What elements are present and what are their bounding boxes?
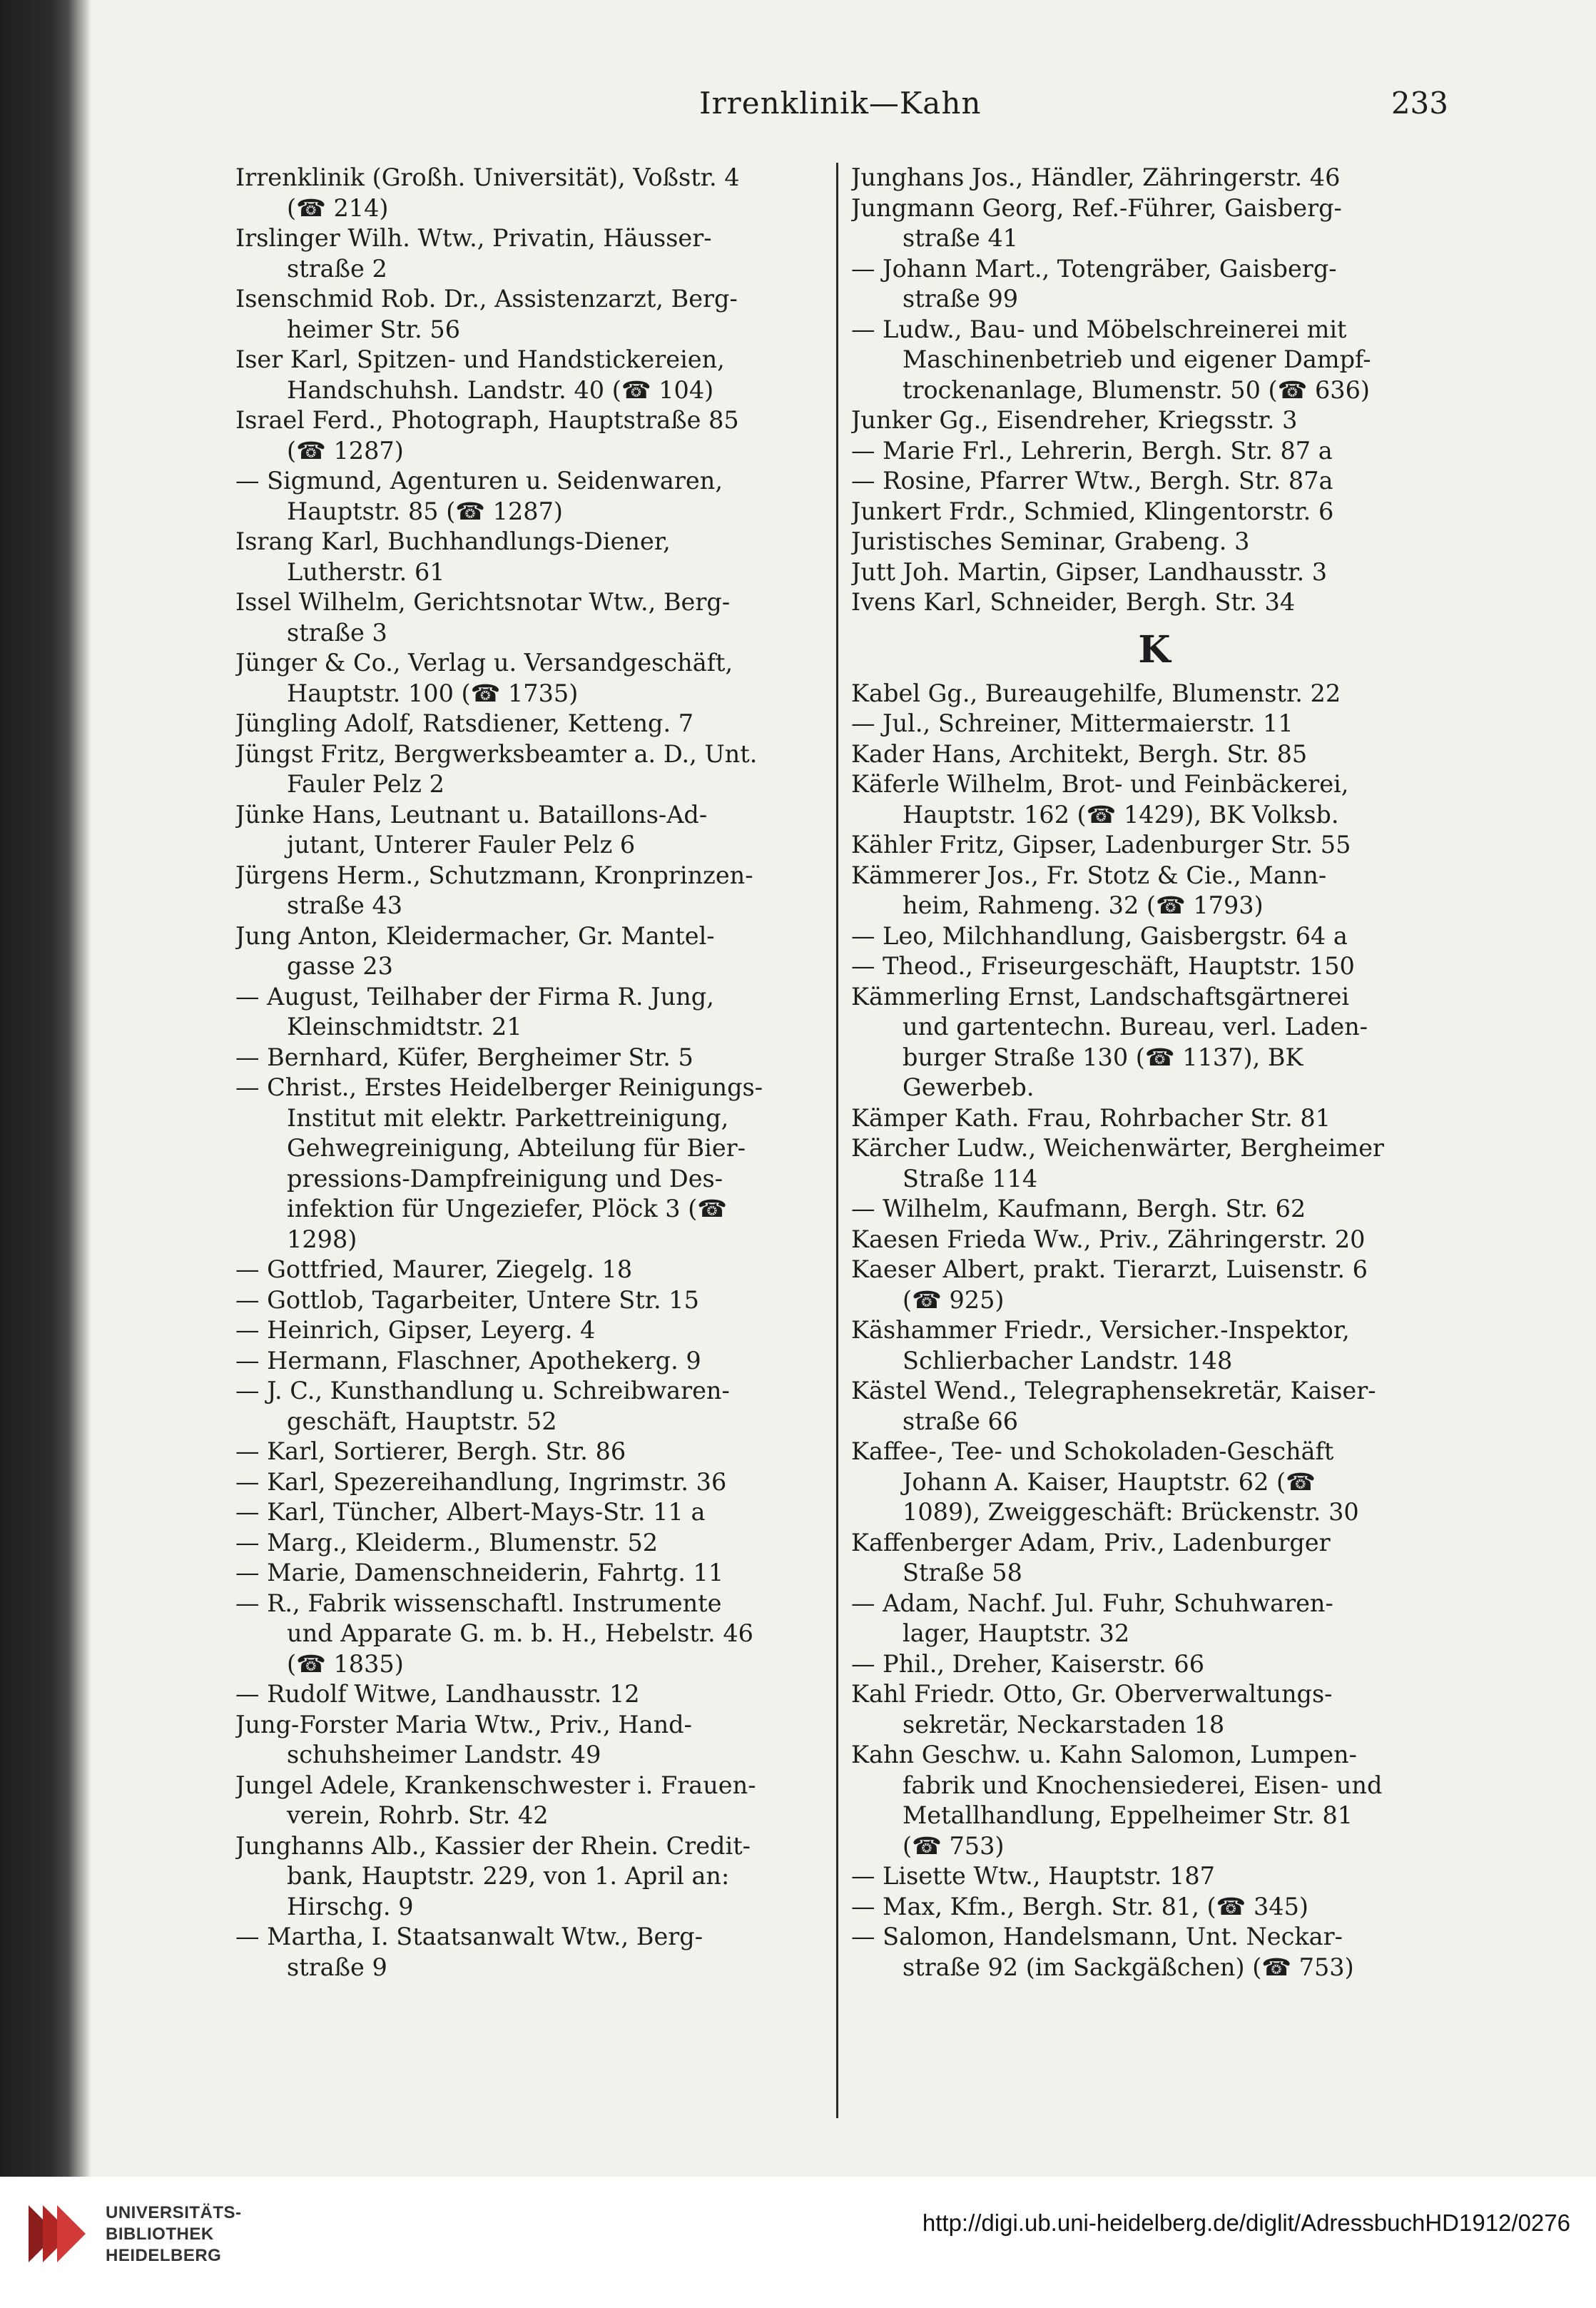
entry-continuation-line: straße 92 (im Sackgäßchen) (☎ 753): [903, 1953, 1354, 1981]
source-url-link[interactable]: http://digi.ub.uni-heidelberg.de/diglit/AdressbuchHD1912/0276: [922, 2210, 1570, 2236]
directory-entry-line: Kaffee-, Tee- und Schokoladen-Geschäft: [851, 1437, 1334, 1465]
entry-continuation-line: Straße 58: [903, 1559, 1022, 1586]
directory-entry-line: Junker Gg., Eisendreher, Kriegsstr. 3: [851, 406, 1298, 434]
directory-entry-line: Jüngling Adolf, Ratsdiener, Ketteng. 7: [235, 709, 694, 737]
entry-continuation-line: heimer Str. 56: [287, 315, 461, 343]
entry-continuation-line: Hauptstr. 85 (☎ 1287): [287, 497, 564, 525]
directory-entry-line: — Phil., Dreher, Kaiserstr. 66: [851, 1649, 1205, 1678]
directory-entry-line: Jungel Adele, Krankenschwester i. Frauen-: [235, 1771, 756, 1799]
entry-continuation-line: bank, Hauptstr. 229, von 1. April an:: [287, 1862, 730, 1890]
directory-entry-line: — Marg., Kleiderm., Blumenstr. 52: [235, 1528, 659, 1557]
directory-entry-line: — Marie, Damenschneiderin, Fahrtg. 11: [235, 1559, 724, 1586]
entry-continuation-line: und gartentechn. Bureau, verl. Laden-: [903, 1013, 1368, 1041]
library-name-line-3: HEIDELBERG: [106, 2246, 222, 2265]
scanned-book-spine-edge: [0, 0, 91, 2177]
directory-entry-line: Irrenklinik (Großh. Universität), Voßstr. 4: [235, 163, 740, 191]
directory-entry-line: Kämper Kath. Frau, Rohrbacher Str. 81: [851, 1103, 1331, 1132]
directory-entry-line: Kämmerling Ernst, Landschaftsgärtnerei: [851, 982, 1350, 1011]
entry-continuation-line: lager, Hauptstr. 32: [903, 1619, 1130, 1647]
directory-entry-line: Jünger & Co., Verlag u. Versandgeschäft,: [235, 649, 733, 677]
entry-continuation-line: Hirschg. 9: [287, 1892, 414, 1920]
entry-continuation-line: 1089), Zweiggeschäft: Brückenstr. 30: [903, 1498, 1359, 1526]
directory-entry-line: — Johann Mart., Totengräber, Gaisberg-: [851, 254, 1337, 283]
directory-entry-line: Junghanns Alb., Kassier der Rhein. Credit-: [235, 1831, 751, 1860]
entry-continuation-line: straße 43: [287, 891, 403, 919]
entry-continuation-line: infektion für Ungeziefer, Plöck 3 (☎: [287, 1195, 728, 1223]
page-number: 233: [1391, 86, 1448, 121]
directory-entry-line: — Adam, Nachf. Jul. Fuhr, Schuhwaren-: [851, 1589, 1333, 1617]
directory-entry-line: — Karl, Sortierer, Bergh. Str. 86: [235, 1437, 626, 1465]
entry-continuation-line: verein, Rohrb. Str. 42: [287, 1801, 549, 1829]
column-divider: [836, 163, 838, 2118]
entry-continuation-line: (☎ 1835): [287, 1649, 404, 1678]
entry-continuation-line: und Apparate G. m. b. H., Hebelstr. 46: [287, 1619, 753, 1647]
section-letter-heading: K: [1138, 627, 1171, 672]
directory-entry-line: Jung Anton, Kleidermacher, Gr. Mantel-: [235, 921, 715, 950]
directory-entry-line: Junghans Jos., Händler, Zähringerstr. 46: [851, 163, 1341, 191]
entry-continuation-line: Gewerbeb.: [903, 1073, 1035, 1101]
left-column: [235, 163, 842, 1983]
entry-continuation-line: fabrik und Knochensiederei, Eisen- und: [903, 1771, 1383, 1799]
entry-continuation-line: straße 99: [903, 285, 1019, 313]
directory-entry-line: Jürgens Herm., Schutzmann, Kronprinzen-: [235, 861, 753, 889]
entry-continuation-line: Handschuhsh. Landstr. 40 (☎ 104): [287, 375, 714, 404]
directory-entry-line: Jungmann Georg, Ref.-Führer, Gaisberg-: [851, 193, 1342, 222]
directory-entry-line: — Rosine, Pfarrer Wtw., Bergh. Str. 87a: [851, 467, 1333, 495]
entry-continuation-line: Johann A. Kaiser, Hauptstr. 62 (☎: [903, 1467, 1316, 1496]
directory-entry-line: Kaeser Albert, prakt. Tierarzt, Luisenstr. 6: [851, 1255, 1368, 1283]
directory-entry-line: Kästel Wend., Telegraphensekretär, Kaiser-: [851, 1377, 1376, 1404]
entry-continuation-line: schuhsheimer Landstr. 49: [287, 1741, 601, 1768]
entry-continuation-line: pressions-Dampfreinigung und Des-: [287, 1164, 723, 1193]
directory-entry-line: — Sigmund, Agenturen u. Seidenwaren,: [235, 467, 723, 495]
library-logo[interactable]: [21, 2198, 321, 2284]
directory-entry-line: Käferle Wilhelm, Brot- und Feinbäckerei,: [851, 770, 1349, 798]
directory-entry-line: — Karl, Spezereihandlung, Ingrimstr. 36: [235, 1467, 727, 1496]
directory-entry-line: — R., Fabrik wissenschaftl. Instrumente: [235, 1589, 722, 1617]
directory-entry-line: Israel Ferd., Photograph, Hauptstraße 85: [235, 406, 739, 434]
directory-entry-line: Iser Karl, Spitzen- und Handstickereien,: [235, 345, 725, 373]
entry-continuation-line: straße 41: [903, 224, 1019, 252]
directory-entry-line: — Marie Frl., Lehrerin, Bergh. Str. 87 a: [851, 436, 1333, 465]
directory-entry-line: — Gottlob, Tagarbeiter, Untere Str. 15: [235, 1285, 699, 1314]
directory-entry-line: Jüngst Fritz, Bergwerksbeamter a. D., Unt.: [235, 739, 758, 768]
directory-entry-line: Issel Wilhelm, Gerichtsnotar Wtw., Berg-: [235, 588, 731, 616]
directory-entry-line: — Leo, Milchhandlung, Gaisbergstr. 64 a: [851, 921, 1348, 950]
directory-entry-line: Ivens Karl, Schneider, Bergh. Str. 34: [851, 588, 1296, 616]
directory-entry-line: — Jul., Schreiner, Mittermaierstr. 11: [851, 709, 1293, 737]
entry-continuation-line: (☎ 925): [903, 1285, 1005, 1314]
entry-continuation-line: Hauptstr. 100 (☎ 1735): [287, 679, 579, 707]
directory-entry-line: Isenschmid Rob. Dr., Assistenzarzt, Berg-: [235, 285, 738, 313]
library-name-line-2: BIBLIOTHEK: [106, 2225, 214, 2244]
directory-entry-line: — Lisette Wtw., Hauptstr. 187: [851, 1862, 1215, 1890]
directory-entry-line: — Heinrich, Gipser, Leyerg. 4: [235, 1316, 596, 1344]
entry-continuation-line: straße 66: [903, 1407, 1019, 1435]
directory-entry-line: Jutt Joh. Martin, Gipser, Landhausstr. 3: [851, 557, 1328, 586]
entry-continuation-line: Hauptstr. 162 (☎ 1429), BK Volksb.: [903, 800, 1339, 829]
directory-entry-line: Israng Karl, Buchhandlungs-Diener,: [235, 527, 671, 555]
entry-continuation-line: Maschinenbetrieb und eigener Dampf-: [903, 345, 1371, 373]
entry-continuation-line: (☎ 753): [903, 1831, 1005, 1860]
directory-entry-line: Kader Hans, Architekt, Bergh. Str. 85: [851, 739, 1308, 768]
directory-entry-line: — Karl, Tüncher, Albert-Mays-Str. 11 a: [235, 1498, 706, 1526]
entry-continuation-line: Gehwegreinigung, Abteilung für Bier-: [287, 1134, 746, 1162]
entry-continuation-line: Metallhandlung, Eppelheimer Str. 81: [903, 1801, 1353, 1829]
entry-continuation-line: Lutherstr. 61: [287, 557, 445, 586]
entry-continuation-line: (☎ 1287): [287, 436, 404, 465]
directory-entry-line: Jung-Forster Maria Wtw., Priv., Hand-: [235, 1710, 692, 1738]
directory-entry-line: — Salomon, Handelsmann, Unt. Neckar-: [851, 1923, 1343, 1950]
directory-entry-line: Kämmerer Jos., Fr. Stotz & Cie., Mann-: [851, 861, 1327, 889]
directory-entry-line: Kähler Fritz, Gipser, Ladenburger Str. 55: [851, 831, 1351, 859]
entry-continuation-line: heim, Rahmeng. 32 (☎ 1793): [903, 891, 1264, 919]
directory-entry-line: — Christ., Erstes Heidelberger Reinigungs-: [235, 1073, 763, 1101]
page-header: [235, 86, 1448, 128]
entry-continuation-line: trockenanlage, Blumenstr. 50 (☎ 636): [903, 375, 1371, 404]
directory-entry-line: — Max, Kfm., Bergh. Str. 81, (☎ 345): [851, 1892, 1308, 1920]
directory-entry-line: — Bernhard, Küfer, Bergheimer Str. 5: [235, 1043, 693, 1071]
entry-continuation-line: burger Straße 130 (☎ 1137), BK: [903, 1043, 1303, 1071]
directory-entry-line: — Rudolf Witwe, Landhausstr. 12: [235, 1680, 640, 1708]
directory-entry-line: Irslinger Wilh. Wtw., Privatin, Häusser-: [235, 224, 712, 252]
entry-continuation-line: 1298): [287, 1225, 357, 1253]
directory-entry-line: Juristisches Seminar, Grabeng. 3: [851, 527, 1250, 555]
directory-entry-line: Käshammer Friedr., Versicher.-Inspektor,: [851, 1316, 1350, 1344]
directory-entry-line: Kahn Geschw. u. Kahn Salomon, Lumpen-: [851, 1741, 1357, 1768]
directory-entry-line: — Wilhelm, Kaufmann, Bergh. Str. 62: [851, 1195, 1306, 1223]
entry-continuation-line: straße 3: [287, 618, 387, 647]
entry-continuation-line: (☎ 214): [287, 193, 389, 222]
library-name-line-1: UNIVERSITÄTS-: [106, 2203, 242, 2222]
entry-continuation-line: jutant, Unterer Fauler Pelz 6: [287, 831, 636, 859]
entry-continuation-line: geschäft, Hauptstr. 52: [287, 1407, 557, 1435]
directory-entry-line: Kaesen Frieda Ww., Priv., Zähringerstr. 20: [851, 1225, 1366, 1253]
directory-entry-line: Kahl Friedr. Otto, Gr. Oberverwaltungs-: [851, 1680, 1333, 1708]
entry-continuation-line: Straße 114: [903, 1164, 1038, 1193]
directory-entry-line: — August, Teilhaber der Firma R. Jung,: [235, 982, 714, 1011]
directory-entry-line: Kabel Gg., Bureaugehilfe, Blumenstr. 22: [851, 679, 1341, 707]
directory-entry-line: — Ludw., Bau- und Möbelschreinerei mit: [851, 315, 1347, 343]
directory-entry-line: Kärcher Ludw., Weichenwärter, Bergheimer: [851, 1134, 1384, 1162]
entry-continuation-line: Schlierbacher Landstr. 148: [903, 1346, 1233, 1375]
entry-continuation-line: straße 2: [287, 254, 387, 283]
library-seal-icon: [21, 2198, 93, 2269]
entry-continuation-line: gasse 23: [287, 952, 393, 980]
entry-continuation-line: sekretär, Neckarstaden 18: [903, 1710, 1225, 1738]
directory-entry-line: Jünke Hans, Leutnant u. Bataillons-Ad-: [235, 800, 708, 829]
directory-entry-line: — Martha, I. Staatsanwalt Wtw., Berg-: [235, 1923, 703, 1950]
entry-continuation-line: Kleinschmidtstr. 21: [287, 1013, 522, 1041]
running-head: Irrenklinik—Kahn: [699, 86, 982, 121]
directory-entry-line: — J. C., Kunsthandlung u. Schreibwaren-: [235, 1377, 730, 1404]
entry-continuation-line: straße 9: [287, 1953, 387, 1981]
entry-continuation-line: Institut mit elektr. Parkettreinigung,: [287, 1103, 729, 1132]
directory-entry-line: Kaffenberger Adam, Priv., Ladenburger: [851, 1528, 1331, 1557]
entry-continuation-line: Fauler Pelz 2: [287, 770, 444, 798]
directory-entry-line: Junkert Frdr., Schmied, Klingentorstr. 6: [851, 497, 1334, 525]
directory-entry-line: — Theod., Friseurgeschäft, Hauptstr. 150: [851, 952, 1355, 980]
library-name: [106, 2202, 242, 2267]
right-column: [851, 163, 1458, 1983]
directory-entry-line: — Gottfried, Maurer, Ziegelg. 18: [235, 1255, 633, 1283]
directory-entry-line: — Hermann, Flaschner, Apothekerg. 9: [235, 1346, 701, 1375]
